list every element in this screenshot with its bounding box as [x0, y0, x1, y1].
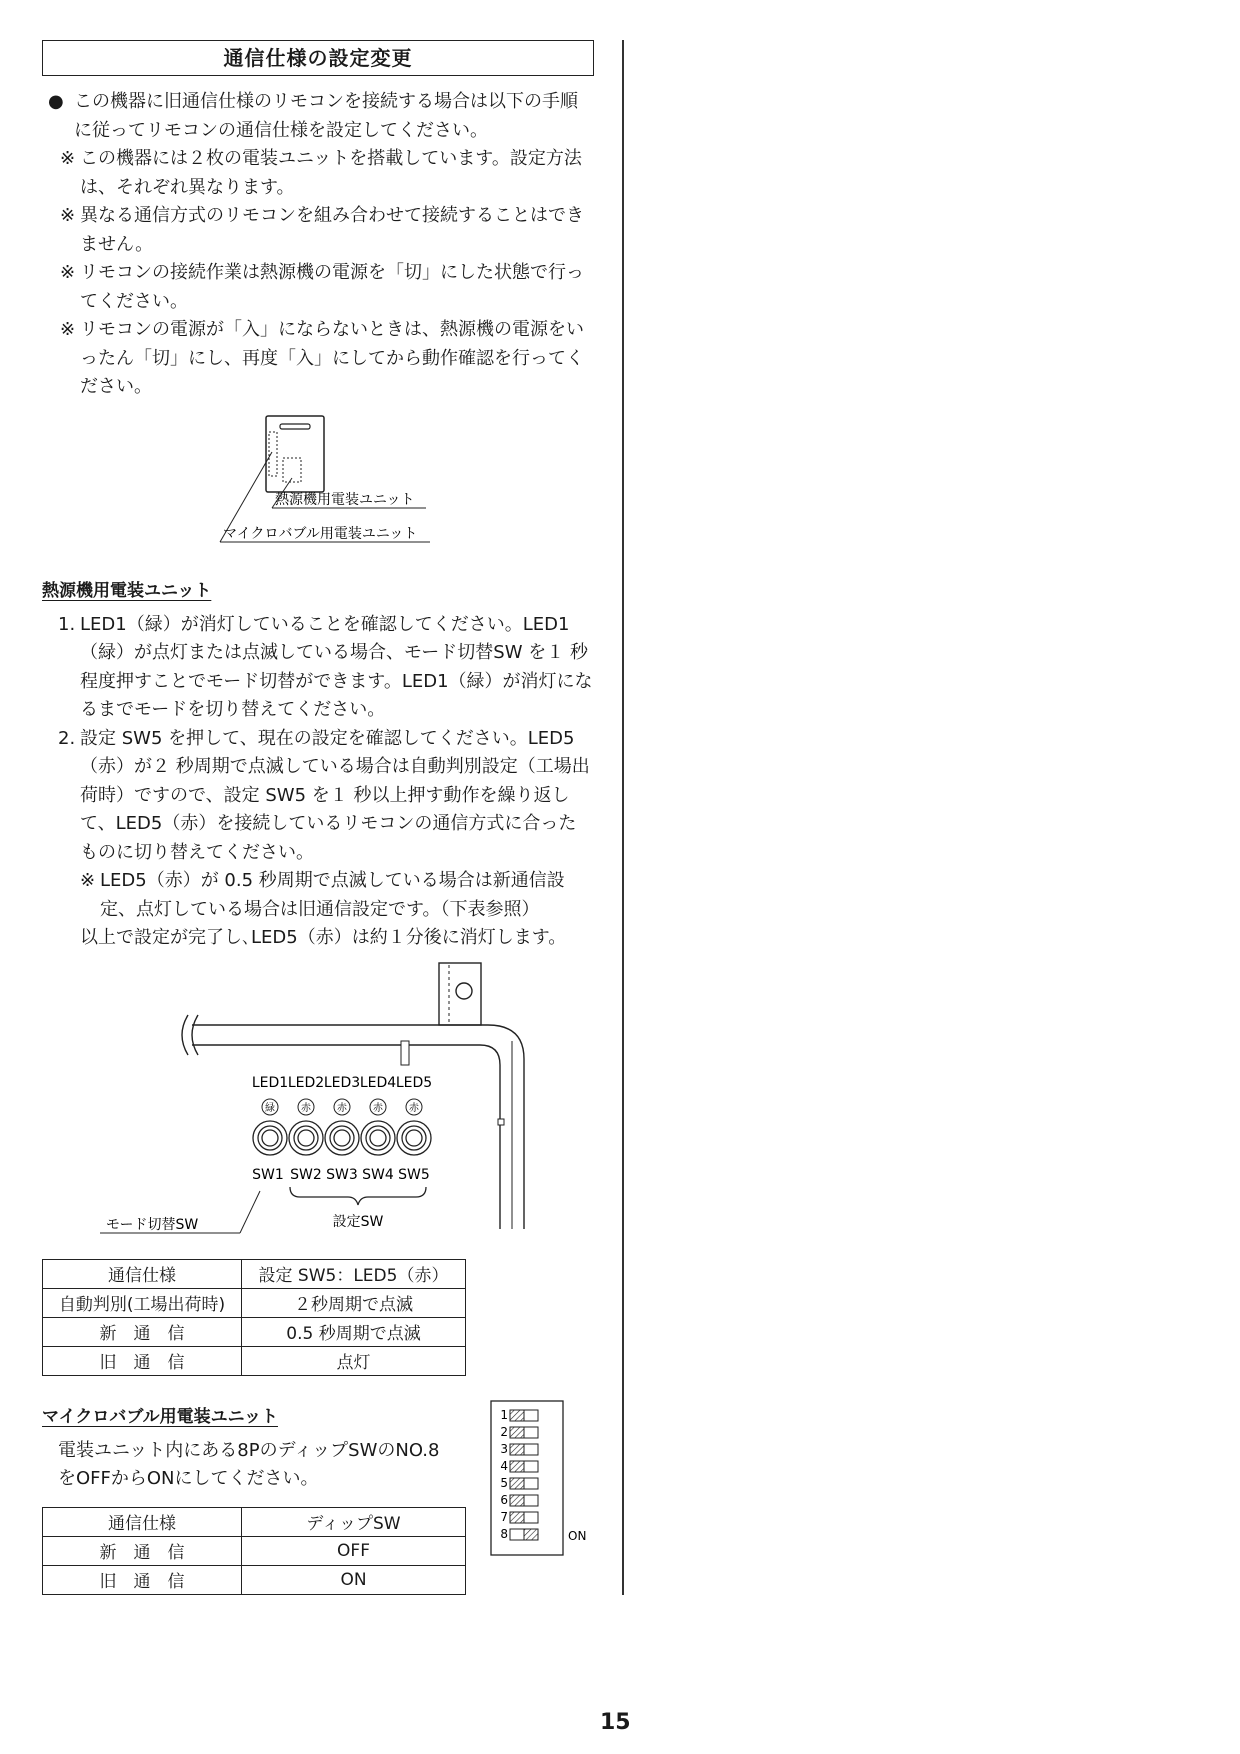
final-text: 以上で設定が完了し､LED5（赤）は約１分後に消灯します。 [80, 927, 567, 948]
table-cell: 点灯 [242, 1346, 466, 1375]
dip-number: 4 [500, 1459, 508, 1473]
intro-note-text: 異なる通信方式のリモコンを組み合わせて接続することはできません。 [80, 205, 584, 255]
table-header-cell: 通信仕様 [43, 1507, 242, 1536]
led-label: LED1 [251, 1074, 289, 1091]
mounting-tab [439, 963, 481, 1025]
led-color-text: 赤 [409, 1102, 419, 1114]
led-label: LED4 [359, 1074, 397, 1091]
switch-button [253, 1121, 287, 1155]
table-header-cell: ディップSW [242, 1507, 466, 1536]
heater-outline [266, 416, 324, 492]
led-color-text: 緑 [265, 1102, 275, 1114]
dip-on-label: ON [568, 1529, 587, 1543]
note-mark-icon: ※ [60, 205, 76, 226]
setting-sw-brace [290, 1187, 426, 1205]
micro-unit-box [269, 432, 277, 476]
micro-unit-label: マイクロバブル用電装ユニット [223, 525, 418, 542]
led-color-text: 赤 [337, 1102, 347, 1114]
step-2-note-text: LED5（赤）が 0.5 秒周期で点滅している場合は新通信設定、点灯している場合は旧通信設定です。（下表参照） [100, 870, 565, 920]
dip-number: 3 [500, 1442, 508, 1456]
bullet-dot-icon: ● [48, 91, 64, 112]
comm-spec-table [42, 1259, 466, 1376]
board-figure [42, 961, 594, 1251]
heat-unit-heading: 熱源機用電装ユニット [42, 580, 212, 601]
note-mark-icon: ※ [60, 319, 76, 340]
dip-number: 8 [500, 1527, 508, 1541]
step-1 [42, 611, 594, 725]
setting-sw-label: 設定SW [332, 1213, 384, 1230]
switch-label: SW4 [362, 1166, 394, 1183]
intro-note [42, 202, 594, 259]
table-header-row [43, 1507, 466, 1536]
note-mark-icon: ※ [60, 262, 76, 283]
micro-unit-heading: マイクロバブル用電装ユニット [42, 1406, 278, 1427]
page-number: 15 [600, 1710, 631, 1735]
micro-unit-text: 電装ユニット内にある8PのディップSWのNO.8をOFFからONにしてください。 [58, 1439, 440, 1489]
step-1-text: LED1（緑）が消灯していることを確認してください。LED1（緑）が点灯または点滅している場合、モード切替SW を１ 秒程度押すことでモード切替ができます。LED1（緑）が消灯になるまでモードを切り替えてください。 [80, 613, 593, 720]
table-cell: ２秒周期で点滅 [242, 1288, 466, 1317]
table-cell: OFF [242, 1536, 466, 1565]
led-label: LED5 [395, 1074, 433, 1091]
switch-label: SW5 [398, 1166, 430, 1183]
dip-number: 7 [500, 1510, 508, 1524]
switch-button [289, 1121, 323, 1155]
step-2-number: 2. [58, 727, 76, 749]
dip-number: 6 [500, 1493, 508, 1507]
intro-note-text: リモコンの電源が「入」にならないときは、熱源機の電源をいったん「切」にし、再度「入」にしてから動作確認を行ってください。 [80, 319, 584, 397]
intro-note-text: この機器には２枚の電装ユニットを搭載しています。設定方法は、それぞれ異なります。 [80, 148, 582, 198]
table-cell: 新 通 信 [43, 1536, 242, 1565]
table-row [43, 1565, 466, 1594]
table-header-cell: 通信仕様 [43, 1259, 242, 1288]
intro-note [42, 316, 594, 402]
page-title: 通信仕様の設定変更 [42, 40, 594, 76]
table-header-row [43, 1259, 466, 1288]
table-row [43, 1288, 466, 1317]
heater-display-slot [280, 424, 310, 429]
left-column [42, 40, 594, 1595]
led-color-text: 赤 [301, 1102, 311, 1114]
intro-note [42, 145, 594, 202]
table-cell: 旧 通 信 [43, 1346, 242, 1375]
note-mark-icon: ※ [60, 148, 76, 169]
note-mark-icon: ※ [80, 870, 96, 891]
table-cell: ON [242, 1565, 466, 1594]
step-2-text: 設定 SW5 を押して、現在の設定を確認してください。LED5（赤）が２ 秒周期で点滅している場合は自動判別設定（工場出荷時）ですので、設定 SW5 を１ 秒以上押す動作を繰り返して、LED5（赤）を接続しているリモコンの通信方式に合ったものに切り替えてください。 [80, 727, 590, 863]
step-1-number: 1. [58, 613, 76, 635]
switch-label: SW1 [252, 1166, 284, 1183]
switch-button [397, 1121, 431, 1155]
column-divider [622, 40, 624, 1595]
table-cell: 0.5 秒周期で点滅 [242, 1317, 466, 1346]
table-row [43, 1346, 466, 1375]
intro-note-text: リモコンの接続作業は熱源機の電源を「切」にした状態で行ってください。 [80, 262, 584, 312]
dip-number: 2 [500, 1425, 508, 1439]
led-label: LED2 [287, 1074, 325, 1091]
switch-label: SW2 [290, 1166, 322, 1183]
heat-unit-label: 熱源機用電装ユニット [275, 491, 415, 508]
switch-button [361, 1121, 395, 1155]
intro-bullet [42, 88, 594, 145]
table-row [43, 1536, 466, 1565]
dip-switch-figure [490, 1400, 590, 1560]
dip-spec-table [42, 1507, 466, 1595]
switch-button [325, 1121, 359, 1155]
table-cell: 新 通 信 [43, 1317, 242, 1346]
intro-bullet-text: この機器に旧通信仕様のリモコンを接続する場合は以下の手順に従ってリモコンの通信仕様を設定してください。 [74, 91, 578, 141]
intro-note [42, 259, 594, 316]
led-label: LED3 [323, 1074, 361, 1091]
unit-location-figure [42, 412, 594, 560]
mounting-hole [456, 983, 472, 999]
table-cell: 旧 通 信 [43, 1565, 242, 1594]
table-row [43, 1317, 466, 1346]
switch-label: SW3 [326, 1166, 358, 1183]
led-color-text: 赤 [373, 1102, 383, 1114]
step-2-note [42, 867, 594, 924]
dip-number: 1 [500, 1408, 508, 1422]
mode-switch-label: モード切替SW [106, 1216, 199, 1233]
dip-number: 5 [500, 1476, 508, 1490]
table-cell: 自動判別(工場出荷時) [43, 1288, 242, 1317]
step-2 [42, 725, 594, 868]
table-header-cell: 設定 SW5：LED5（赤） [242, 1259, 466, 1288]
connector-notch [401, 1041, 409, 1065]
